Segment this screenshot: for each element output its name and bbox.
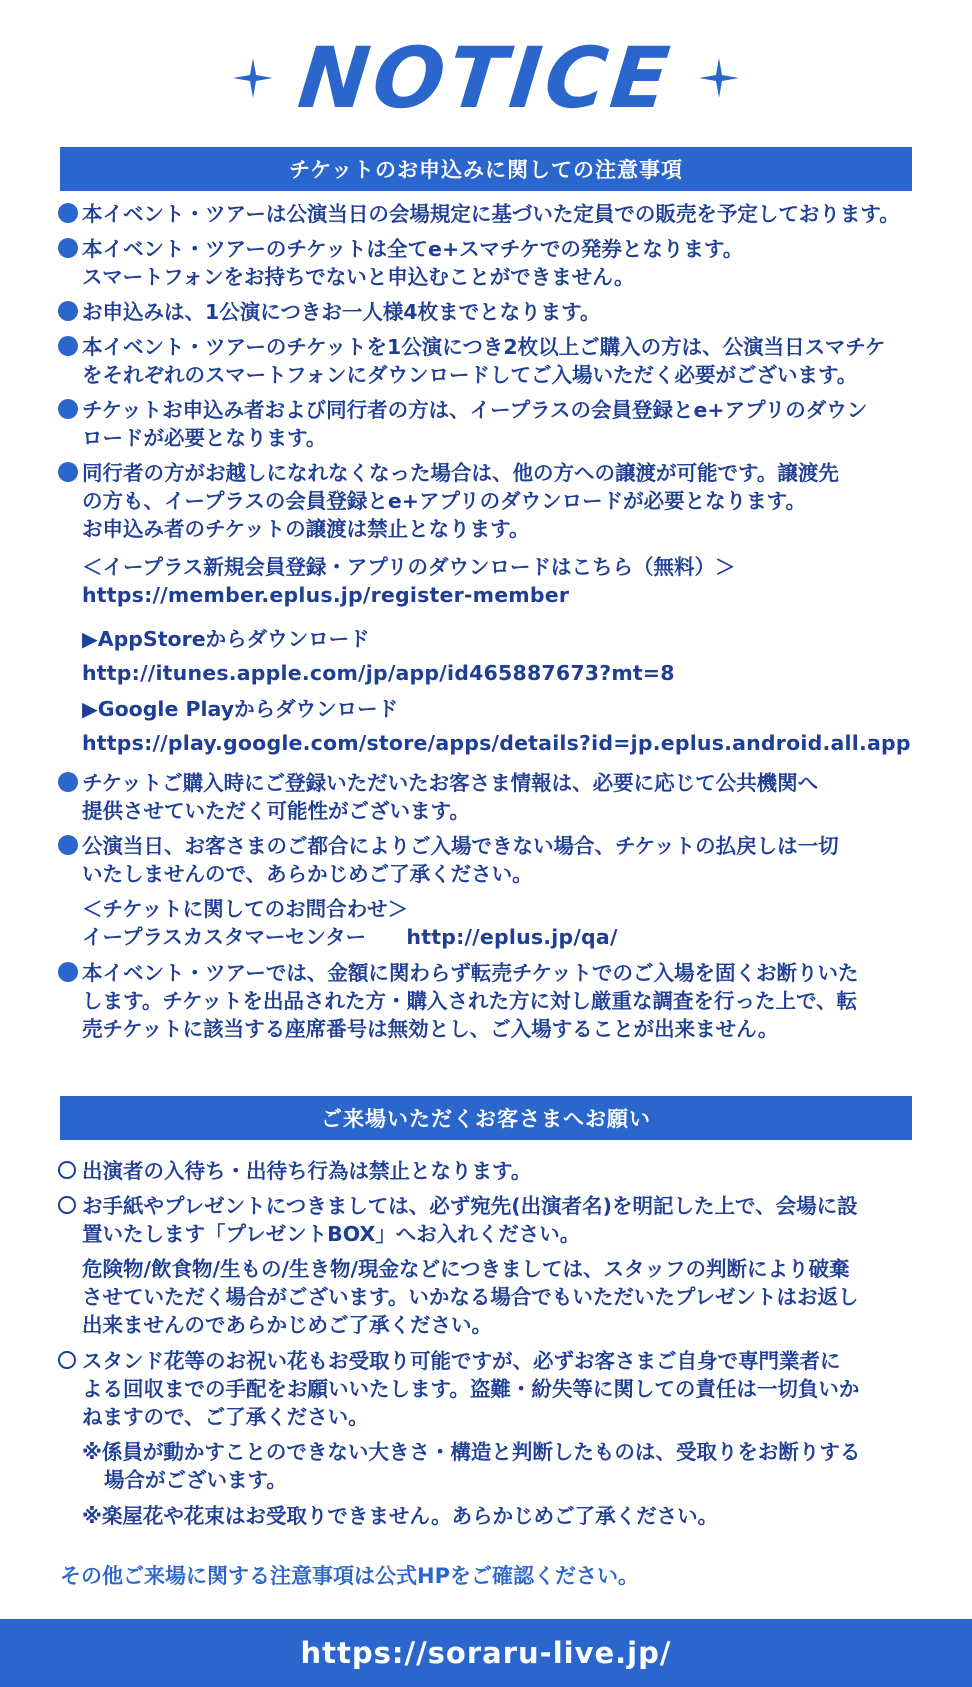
contact-label: ＜チケットに関してのお問合わせ＞ — [82, 897, 409, 921]
circle-bullet-icon — [58, 1161, 76, 1179]
section-header-ticket: チケットのお申込みに関しての注意事項 — [60, 147, 912, 191]
bullet-icon — [58, 835, 78, 855]
register-link[interactable]: https://member.eplus.jp/register-member — [82, 583, 570, 607]
list-item: お手紙やプレゼントにつきましては、必ず宛先(出演者名)を明記した上で、会場に設 置いたします「プレゼントBOX」へお入れください。 — [58, 1192, 914, 1248]
list-item: 本イベント・ツアーは公演当日の会場規定に基づいた定員での販売を予定しております。 — [58, 200, 914, 228]
bullet-icon — [58, 772, 78, 792]
bullet-icon — [58, 238, 78, 258]
register-label: ＜イープラス新規会員登録・アプリのダウンロードはこちら（無料）＞ — [82, 555, 736, 579]
googleplay-link[interactable]: https://play.google.com/store/apps/details?id=jp.eplus.android.all.app — [82, 731, 911, 755]
bullet-icon — [58, 399, 78, 419]
list-item: チケットご購入時にご登録いただいたお客さま情報は、必要に応じて公共機関へ 提供させていただく可能性がございます。 — [58, 769, 914, 825]
sparkle-icon — [233, 58, 273, 98]
bullet-icon — [58, 336, 78, 356]
contact-name: イープラスカスタマーセンター — [82, 925, 367, 949]
circle-bullet-icon — [58, 1351, 76, 1369]
section-header-visitors: ご来場いただくお客さまへお願い — [60, 1096, 912, 1140]
list-item: 本イベント・ツアーでは、金額に関わらず転売チケットでのご入場を固くお断りいた します。チケットを出品された方・購入された方に対し厳重な調査を行った上で、転 売チケットに該当する座席番号は無効とし、ご入場することが出来ません。 — [58, 959, 914, 1043]
footer-bar — [0, 1619, 972, 1687]
list-item: チケットお申込み者および同行者の方は、イープラスの会員登録とe+アプリのダウン ロードが必要となります。 — [58, 396, 914, 452]
contact-link[interactable]: http://eplus.jp/qa/ — [406, 925, 618, 949]
list-item: 本イベント・ツアーのチケットは全てe+スマチケでの発券となります。 スマートフォンをお持ちでないと申込むことができません。 — [58, 235, 914, 291]
googleplay-label: ▶Google Playからダウンロード — [82, 697, 399, 721]
appstore-label: ▶AppStoreからダウンロード — [82, 627, 370, 651]
flower-note-1: ※係員が動かすことのできない大きさ・構造と判断したものは、受取りをお断りする 場合がございます。 — [82, 1440, 861, 1492]
circle-bullet-icon — [58, 1196, 76, 1214]
flower-note-2: ※楽屋花や花束はお受取りできません。あらかじめご了承ください。 — [82, 1504, 719, 1528]
section-visitors-content — [58, 1157, 914, 1538]
list-item: 出演者の入待ち・出待ち行為は禁止となります。 — [58, 1157, 914, 1185]
bullet-icon — [58, 203, 78, 223]
register-block — [58, 553, 914, 609]
googleplay-block — [58, 695, 914, 757]
official-site-link[interactable]: https://soraru-live.jp/ — [300, 1636, 672, 1670]
list-item: 同行者の方がお越しになれなくなった場合は、他の方への譲渡が可能です。譲渡先 の方も、イープラスの会員登録とe+アプリのダウンロードが必要となります。 お申込み者のチケットの譲渡は禁止となります。 — [58, 459, 914, 543]
footer-notice: その他ご来場に関する注意事項は公式HPをご確認ください。 — [60, 1564, 639, 1588]
section-ticket-content — [58, 200, 914, 1050]
sparkle-icon — [699, 58, 739, 98]
title-area — [0, 28, 972, 128]
list-item: スタンド花等のお祝い花もお受取り可能ですが、必ずお客さまご自身で専門業者に よる回収までの手配をお願いいたします。盗難・紛失等に関しての責任は一切負いか ねますので、ご了承ください。 — [58, 1347, 914, 1431]
appstore-block — [58, 625, 914, 687]
bullet-icon — [58, 301, 78, 321]
appstore-link[interactable]: http://itunes.apple.com/jp/app/id465887673?mt=8 — [82, 661, 675, 685]
list-item: 本イベント・ツアーのチケットを1公演につき2枚以上ご購入の方は、公演当日スマチケ をそれぞれのスマートフォンにダウンロードしてご入場いただく必要がございます。 — [58, 333, 914, 389]
gift-note: 危険物/飲食物/生もの/生き物/現金などにつきましては、スタッフの判断により破棄 させていただく場合がございます。いかなる場合でもいただいたプレゼントはお返し 出来ませんのであらかじめご了承ください。 — [82, 1257, 859, 1337]
list-item: お申込みは、1公演につきお一人様4枚までとなります。 — [58, 298, 914, 326]
contact-block — [58, 895, 914, 951]
page-title: NOTICE — [294, 29, 678, 127]
bullet-icon — [58, 462, 78, 482]
list-item: 公演当日、お客さまのご都合によりご入場できない場合、チケットの払戻しは一切 いたしませんので、あらかじめご了承ください。 — [58, 832, 914, 888]
bullet-icon — [58, 962, 78, 982]
